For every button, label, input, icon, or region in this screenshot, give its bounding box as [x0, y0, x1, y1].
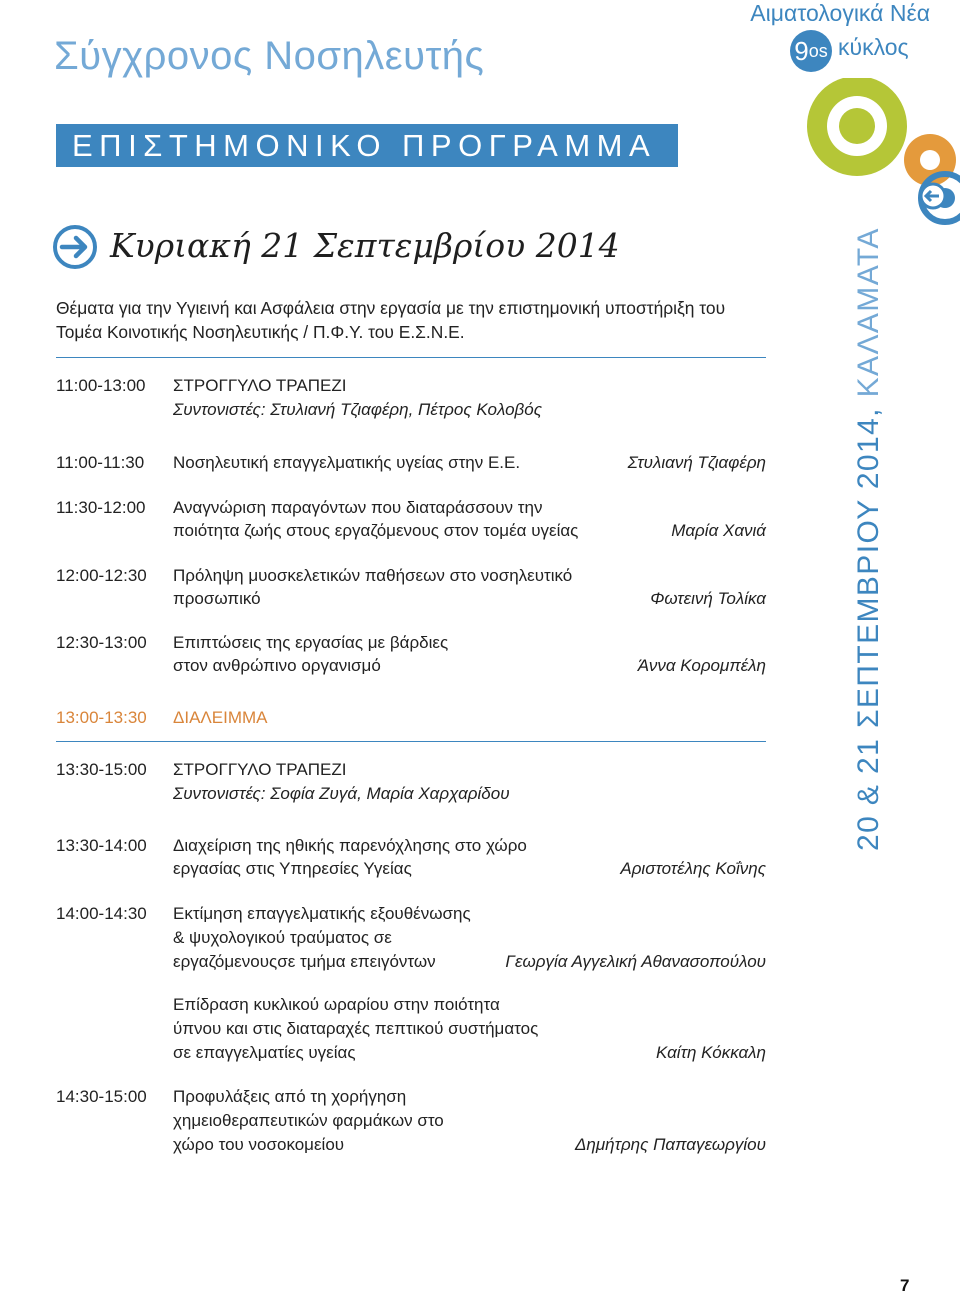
talk-speaker: Αριστοτέλης Κοΐνης	[620, 859, 766, 878]
talk-title-line: Επίδραση κυκλικού ωραρίου στην ποιότητα	[173, 995, 500, 1014]
talk-speaker: Άννα Κορομπέλη	[637, 656, 766, 675]
talk-time: 12:00-12:30	[56, 566, 147, 585]
session-title: ΣΤΡΟΓΓΥΛΟ ΤΡΑΠΕΖΙ	[173, 376, 347, 395]
talk-title-line: ποιότητα ζωής στους εργαζόμενους στον τομέα υγείας	[173, 521, 579, 540]
edition-number: 9	[794, 36, 809, 66]
event-dates-text	[852, 227, 886, 851]
talk-title-line: & ψυχολογικού τραύματος σε	[173, 928, 392, 947]
section-divider	[56, 357, 766, 358]
session-time: 13:30-15:00	[56, 760, 147, 779]
session-moderators: Συντονιστές: Στυλιανή Τζιαφέρη, Πέτρος Κολοβός	[173, 400, 542, 419]
talk-title-line: προσωπικό	[173, 589, 261, 608]
session-time: 11:00-13:00	[56, 376, 146, 395]
talk-title-line: ύπνου και στις διαταραχές πεπτικού συστήματος	[173, 1019, 539, 1038]
event-place: ΚΑΛΑΜΑΤΑ	[852, 227, 885, 398]
event-dates: 20 & 21 ΣΕΠΤΕΜΒΡΙΟΥ 2014,	[852, 397, 885, 851]
talk-time: 13:30-14:00	[56, 836, 147, 855]
talk-title-line: Αναγνώριση παραγόντων που διαταράσσουν την	[173, 498, 543, 517]
talk-title-line: χώρο του νοσοκομείου	[173, 1135, 345, 1154]
talk-title-line: Εκτίμηση επαγγελματικής εξουθένωσης	[173, 904, 471, 923]
page-header-title: Σύγχρονος Νοσηλευτής	[54, 34, 485, 78]
talk-time: 14:30-15:00	[56, 1087, 147, 1106]
small-arrow-icon	[921, 184, 945, 208]
talk-speaker: Φωτεινή Τολίκα	[650, 589, 766, 608]
program-banner: ΕΠΙΣΤΗΜΟΝΙΚΟ ΠΡΟΓΡΑΜΜΑ	[56, 124, 678, 167]
edition-word: κύκλος	[838, 34, 909, 60]
talk-title-line: στον ανθρώπινο οργανισμό	[173, 656, 381, 675]
talk-title-line: εργαζόμενουςσε τμήμα επειγόντων	[173, 952, 436, 971]
break-label: ΔΙΑΛΕΙΜΜΑ	[173, 708, 268, 727]
talk-title-line: Επιπτώσεις της εργασίας με βάρδιες	[173, 633, 449, 652]
talk-title-line: χημειοθεραπευτικών φαρμάκων στο	[173, 1111, 444, 1130]
gears-decoration-icon	[795, 78, 960, 248]
series-name: Αιματολογικά Νέα	[750, 0, 930, 26]
section-divider	[56, 741, 766, 742]
talk-title: Νοσηλευτική επαγγελματικής υγείας στην Ε.Ε.	[173, 453, 521, 472]
session-title: ΣΤΡΟΓΓΥΛΟ ΤΡΑΠΕΖΙ	[173, 760, 347, 779]
day-title: Κυριακή 21 Σεπτεμβρίου 2014	[110, 226, 620, 265]
talk-speaker: Καίτη Κόκκαλη	[655, 1043, 766, 1062]
edition-suffix: os	[808, 40, 828, 61]
talk-speaker: Μαρία Χανιά	[671, 521, 766, 540]
circle-arrow-right-icon	[52, 224, 98, 270]
talk-speaker: Δημήτρης Παπαγεωργίου	[574, 1135, 766, 1154]
talk-speaker: Γεωργία Αγγελική Αθανασοπούλου	[505, 952, 766, 971]
talk-title-line: Προφυλάξεις από τη χορήγηση	[173, 1087, 407, 1106]
talk-time: 11:00-11:30	[56, 453, 145, 472]
talk-time: 12:30-13:00	[56, 633, 147, 652]
talk-title-line: εργασίας στις Υπηρεσίες Υγείας	[173, 859, 412, 878]
talk-title-line: σε επαγγελματίες υγείας	[173, 1043, 356, 1062]
topic-description: Θέματα για την Υγιεινή και Ασφάλεια στην εργασία με την επιστημονική υποστήριξη του Τομέα Κοινοτικής Νοσηλευτικής / Π.Φ.Υ. του Ε.Σ.Ν.Ε.	[56, 298, 726, 342]
talk-title-line: Πρόληψη μυοσκελετικών παθήσεων στο νοσηλευτικό	[173, 566, 573, 585]
edition-badge-circle	[790, 30, 832, 72]
green-gear	[807, 78, 907, 176]
talk-speaker: Στυλιανή Τζιαφέρη	[627, 453, 766, 472]
talk-time: 14:00-14:30	[56, 904, 147, 923]
talk-title-line: Διαχείριση της ηθικής παρενόχλησης στο χώρο	[173, 836, 527, 855]
talk-time: 11:30-12:00	[56, 498, 146, 517]
page-number: 7	[900, 1276, 910, 1295]
session-moderators: Συντονιστές: Σοφία Ζυγά, Μαρία Χαρχαρίδου	[173, 784, 510, 803]
break-time: 13:00-13:30	[56, 708, 147, 727]
event-dates-vertical	[830, 227, 930, 852]
